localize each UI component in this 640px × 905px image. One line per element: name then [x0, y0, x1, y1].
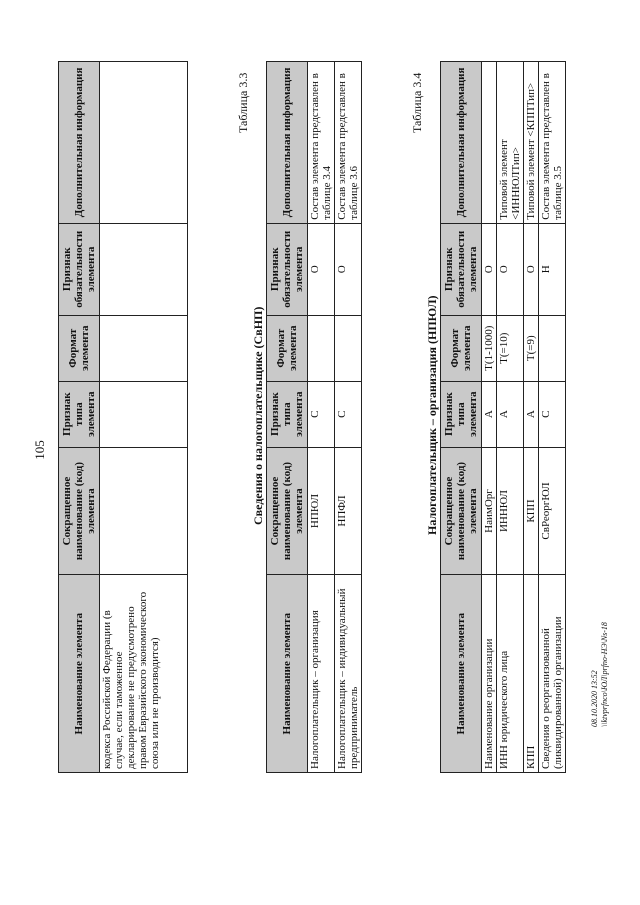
cell-type: А: [524, 381, 539, 447]
cell-code: СвРеоргЮЛ: [539, 447, 566, 575]
cell-format: [100, 315, 188, 381]
print-footer: [590, 622, 610, 727]
cell-type: А: [497, 381, 524, 447]
cell-format: T(1-1000): [482, 315, 497, 381]
header-name: Наименование элемента: [267, 575, 308, 773]
header-name: Наименование элемента: [441, 575, 482, 773]
header-required: Признак обязательности элемента: [441, 223, 482, 315]
cell-required: [100, 223, 188, 315]
cell-name: Наименование организации: [482, 575, 497, 773]
cell-name: КПП: [524, 575, 539, 773]
cell-required: О: [335, 223, 362, 315]
table-header-row: [441, 62, 482, 773]
table-3-3-label: Таблица 3.3: [236, 72, 250, 133]
table-continuation: [58, 61, 188, 773]
cell-info: [482, 62, 497, 224]
cell-code: НПФЛ: [335, 447, 362, 575]
header-code: Сокращенное наименование (код) элемента: [267, 447, 308, 575]
header-type: Признак типа элемента: [267, 381, 308, 447]
table-row: [335, 62, 362, 773]
table-3-4-title: Налогоплательщик – организация (НПЮЛ): [425, 295, 439, 535]
cell-format: [335, 315, 362, 381]
header-format: Формат элемента: [441, 315, 482, 381]
table-row: [308, 62, 335, 773]
cell-info: Состав элемента представлен в таблице 3.4: [308, 62, 335, 224]
cell-info: Состав элемента представлен в таблице 3.6: [335, 62, 362, 224]
table-row: [524, 62, 539, 773]
table-header-row: [59, 62, 100, 773]
table-header-row: [267, 62, 308, 773]
cell-type: [100, 381, 188, 447]
table-row: [482, 62, 497, 773]
table-row: [100, 62, 188, 773]
table-row: [497, 62, 524, 773]
cell-info: [100, 62, 188, 224]
cell-code: [100, 447, 188, 575]
cell-name: Налогоплательщик – организация: [308, 575, 335, 773]
header-type: Признак типа элемента: [441, 381, 482, 447]
header-type: Признак типа элемента: [59, 381, 100, 447]
cell-info: Состав элемента представлен в таблице 3.5: [539, 62, 566, 224]
header-info: Дополнительная информация: [59, 62, 100, 224]
cell-type: С: [308, 381, 335, 447]
cell-type: С: [539, 381, 566, 447]
header-required: Признак обязательности элемента: [267, 223, 308, 315]
cell-type: С: [335, 381, 362, 447]
cell-required: О: [497, 223, 524, 315]
cell-required: О: [308, 223, 335, 315]
cell-format: [308, 315, 335, 381]
header-name: Наименование элемента: [59, 575, 100, 773]
header-required: Признак обязательности элемента: [59, 223, 100, 315]
cell-code: КПП: [524, 447, 539, 575]
cell-code: НПЮЛ: [308, 447, 335, 575]
table-3-4-label: Таблица 3.4: [410, 72, 424, 133]
cell-info: Типовой элемент <КППТип>: [524, 62, 539, 224]
cell-name: ИНН юридического лица: [497, 575, 524, 773]
header-code: Сокращенное наименование (код) элемента: [441, 447, 482, 575]
cell-name: Сведения о реорганизованной (ликвидированной) организации: [539, 575, 566, 773]
cell-name: кодекса Российской Федерации (в случае, если таможенное декларирование не предусмотрено правом Евразийского экономического союза или не производится): [100, 575, 188, 773]
table-3-4: [440, 61, 566, 773]
print-timestamp: 08.10.2020 13:52: [590, 670, 599, 727]
header-code: Сокращенное наименование (код) элемента: [59, 447, 100, 575]
table-3-3: [266, 61, 362, 773]
cell-type: А: [482, 381, 497, 447]
cell-required: О: [482, 223, 497, 315]
cell-format: [539, 315, 566, 381]
table-row: [539, 62, 566, 773]
page-number: 105: [32, 440, 47, 460]
cell-code: ИННЮЛ: [497, 447, 524, 575]
cell-required: О: [524, 223, 539, 315]
cell-format: T(=10): [497, 315, 524, 381]
cell-format: T(=9): [524, 315, 539, 381]
cell-info: Типовой элемент <ИННЮЛТип>: [497, 62, 524, 224]
cell-required: Н: [539, 223, 566, 315]
header-info: Дополнительная информация: [267, 62, 308, 224]
header-info: Дополнительная информация: [441, 62, 482, 224]
header-format: Формат элемента: [59, 315, 100, 381]
header-format: Формат элемента: [267, 315, 308, 381]
cell-name: Налогоплательщик – индивидуальный предприниматель: [335, 575, 362, 773]
print-path: \\ktvprfnco\ЮЛ\prfno-НЭ\Ns-18: [600, 622, 609, 727]
table-3-3-title: Сведения о налогоплательщике (СвНП): [251, 306, 265, 525]
cell-code: НаимОрг: [482, 447, 497, 575]
